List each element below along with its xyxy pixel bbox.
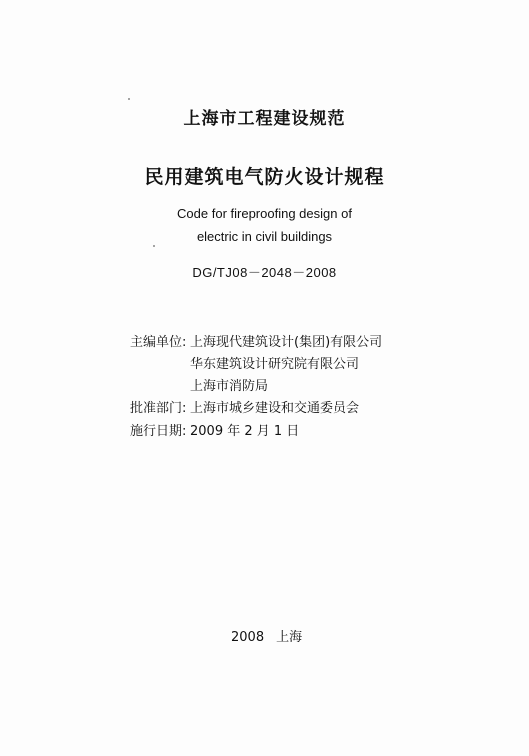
publication-year: 2008	[231, 630, 265, 645]
editors-label: 主编单位:	[130, 335, 187, 350]
english-title-line1: Code for fireproofing design of	[177, 206, 352, 221]
publication-city: 上海	[276, 630, 303, 645]
editor-row-3	[130, 375, 268, 394]
scan-speck	[128, 98, 130, 100]
document-title: 民用建筑电气防火设计规程	[144, 166, 385, 188]
effective-date: 2009 年 2 月 1 日	[190, 424, 300, 439]
standard-code: DG/TJ08－2048－2008	[192, 265, 337, 280]
editor-3: 上海市消防局	[190, 379, 269, 394]
publication-footer	[231, 626, 302, 645]
english-title-line2: electric in civil buildings	[196, 229, 333, 244]
approval-row	[130, 397, 359, 416]
editors-row	[130, 331, 382, 350]
scan-speck	[153, 245, 155, 247]
approval-label: 批准部门:	[130, 401, 187, 416]
standard-series: 上海市工程建设规范	[183, 109, 346, 129]
effective-label: 施行日期:	[130, 424, 187, 439]
editor-2: 华东建筑设计研究院有限公司	[190, 357, 360, 372]
editor-row-2	[130, 353, 359, 372]
effective-date-row	[130, 420, 299, 439]
editor-1: 上海现代建筑设计(集团)有限公司	[190, 335, 383, 350]
approval-department: 上海市城乡建设和交通委员会	[190, 401, 360, 416]
